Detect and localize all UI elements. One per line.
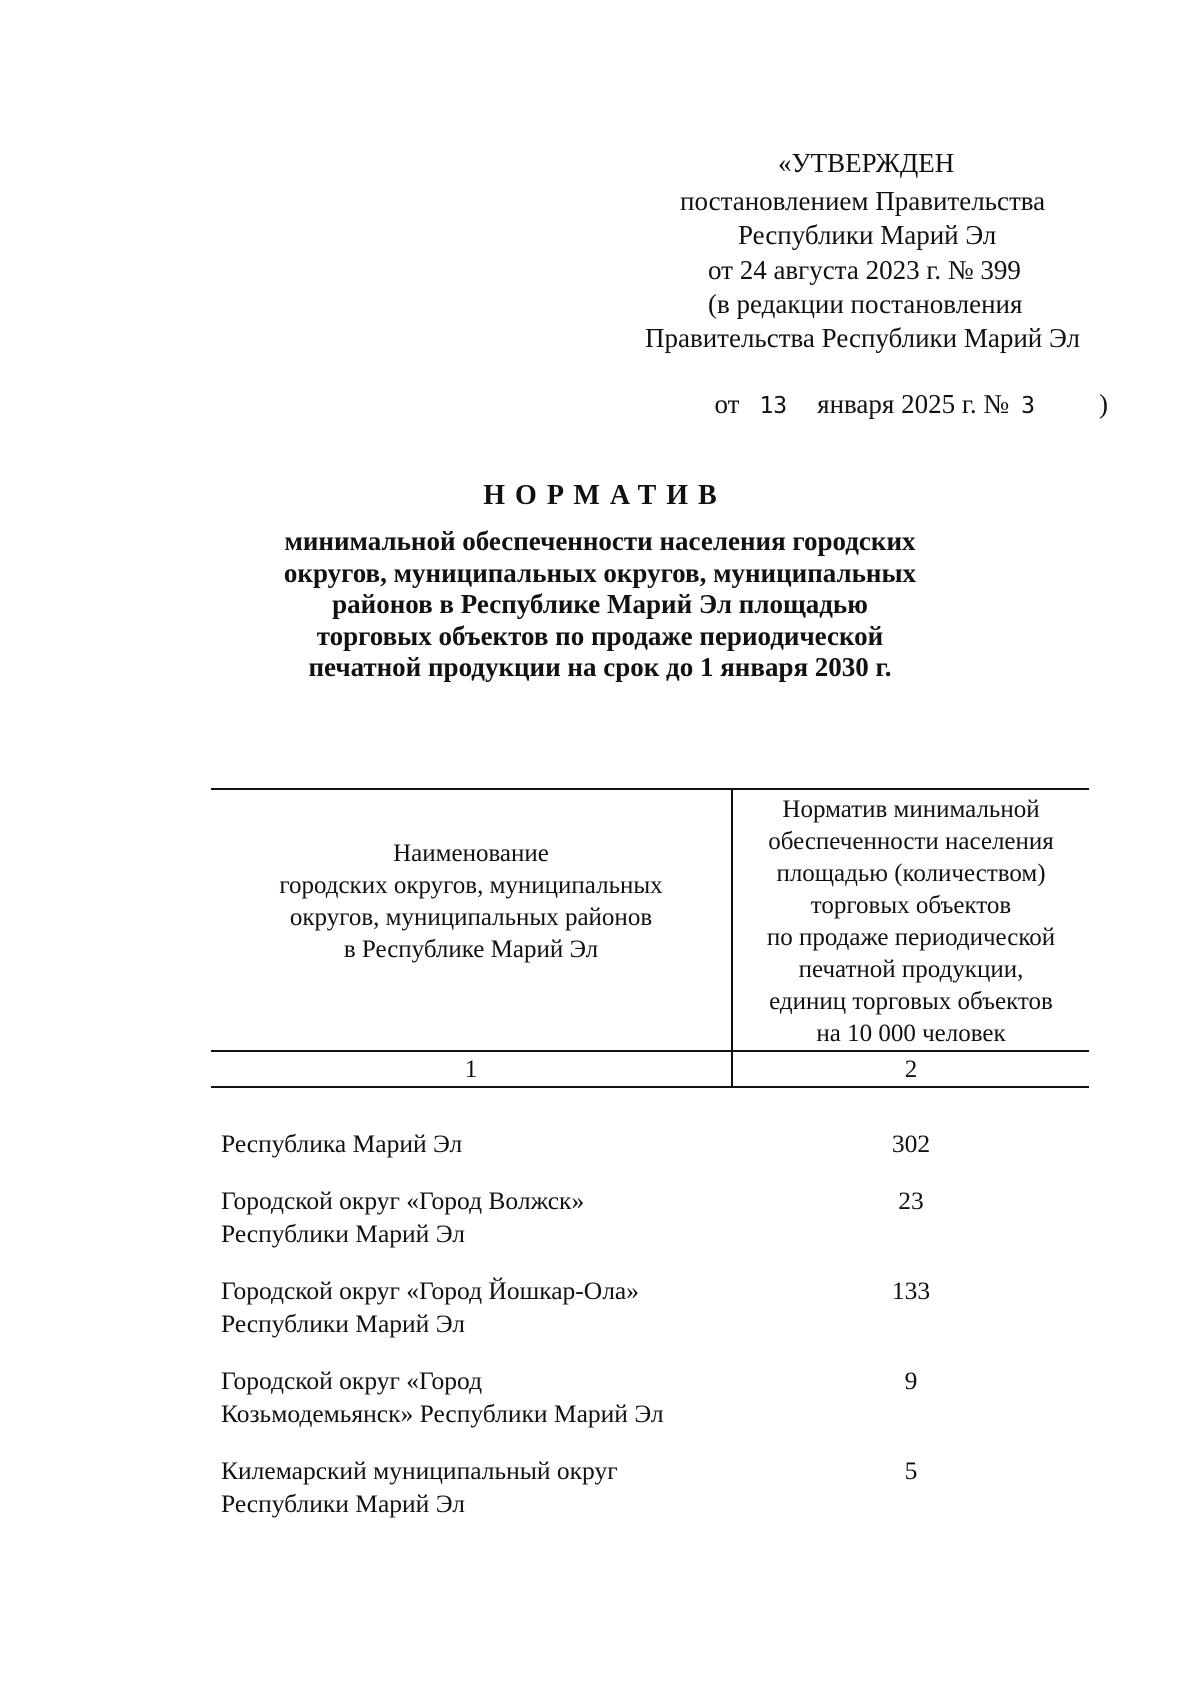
subtitle-line: минимальной обеспеченности населения городских: [284, 526, 916, 556]
norm-value: 23: [898, 1186, 924, 1215]
region-name-line: Козьмодемьянск» Республики Марий Эл: [221, 1398, 664, 1428]
region-name: [221, 1185, 711, 1250]
header-col-norm-line: торговых объектов: [810, 892, 1012, 919]
region-name-line: Городской округ «Город: [221, 1366, 483, 1395]
approval-line-4: от 24 августа 2023 г. № 399: [708, 255, 1021, 285]
region-name-line: Городской округ «Город Йошкар-Ола»: [221, 1276, 639, 1305]
approval-date-middle: января 2025 г. №: [817, 388, 1010, 419]
subtitle-line: округов, муниципальных округов, муниципальных: [283, 557, 917, 588]
subtitle-line: районов в Республике Марий Эл площадью: [332, 589, 868, 619]
column-number-1: 1: [464, 1056, 478, 1083]
approval-line-7: [674, 355, 1108, 455]
approval-date-prefix: от: [714, 388, 740, 419]
header-col-name-line: Наименование: [393, 840, 549, 867]
region-name-line: Республики Марий Эл: [221, 1488, 465, 1518]
region-name-line: Городской округ «Город Волжск»: [221, 1186, 585, 1215]
approval-line-2: постановлением Правительства: [680, 186, 1046, 216]
header-col-norm-line: единиц торговых объектов: [769, 988, 1053, 1015]
region-name-line: Республики Марий Эл: [221, 1218, 465, 1248]
approval-doc-number: 3: [1021, 392, 1035, 419]
approval-line-1: «УТВЕРЖДЕН: [778, 148, 955, 178]
approval-line-5: (в редакции постановления: [708, 289, 1023, 319]
header-col-norm-line: Норматив минимальной: [782, 796, 1040, 823]
approval-closing-paren: ): [1098, 388, 1108, 419]
document-title: НОРМАТИВ: [483, 480, 727, 511]
column-number-2: 2: [904, 1056, 918, 1083]
region-name: [221, 1275, 711, 1340]
header-col-norm: [733, 794, 1089, 1050]
region-name-line: Республика Марий Эл: [221, 1129, 463, 1158]
approval-line-3: Республики Марий Эл: [738, 220, 997, 250]
subtitle-line: торговых объектов по продаже периодической: [316, 620, 884, 651]
region-name-line: Республики Марий Эл: [221, 1308, 465, 1338]
approval-line-6: Правительства Республики Марий Эл: [645, 323, 1080, 353]
subtitle-line: печатной продукции на срок до 1 января 2030 г.: [308, 652, 892, 682]
header-col-name-line: городских округов, муниципальных: [279, 872, 663, 899]
norm-value: 302: [891, 1129, 931, 1158]
header-col-norm-line: площадью (количеством): [776, 860, 1046, 887]
header-col-name: [211, 838, 731, 966]
header-col-norm-line: по продаже периодической: [766, 924, 1056, 951]
header-col-norm-line: обеспеченности населения: [768, 828, 1054, 855]
region-name: [221, 1455, 711, 1520]
approval-date-day: 13: [759, 392, 788, 419]
table-top-border: [211, 788, 1089, 790]
header-col-norm-line: печатной продукции,: [798, 956, 1024, 983]
norm-value: 9: [904, 1366, 918, 1395]
region-name: [221, 1128, 711, 1161]
header-col-norm-line: на 10 000 человек: [816, 1020, 1006, 1047]
header-col-name-line: округов, муниципальных районов: [289, 904, 653, 931]
region-name: [221, 1365, 711, 1430]
table-colnum-border: [211, 1086, 1089, 1088]
document-subtitle: [250, 526, 950, 684]
region-name-line: Килемарский муниципальный округ: [221, 1456, 618, 1485]
norm-value: 5: [904, 1456, 918, 1485]
header-col-name-line: в Республике Марий Эл: [343, 936, 599, 963]
table-header-border: [211, 1050, 1089, 1052]
norm-value: 133: [891, 1276, 931, 1305]
